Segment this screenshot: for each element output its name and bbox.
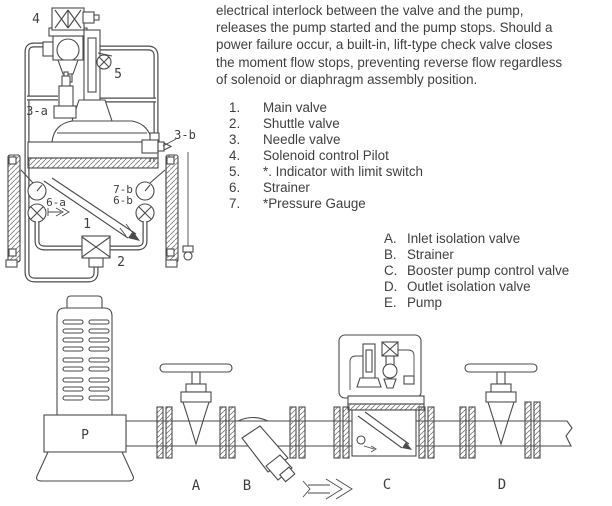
flow-arrow xyxy=(303,479,352,499)
piping-diagram xyxy=(0,290,612,506)
item-label: Inlet isolation valve xyxy=(407,231,521,246)
item-letter: E. xyxy=(384,295,397,310)
item-label: Main valve xyxy=(263,100,328,115)
list-item xyxy=(229,116,423,132)
label-pump: P xyxy=(81,428,89,443)
list-item xyxy=(384,231,569,247)
label-control-valve: C xyxy=(382,477,392,493)
label-inlet-valve: A xyxy=(191,478,201,494)
label-needle-b: 3-b xyxy=(174,128,196,142)
drain-line xyxy=(183,152,193,260)
label-strainer: B xyxy=(242,478,252,494)
item-number: 5. xyxy=(229,164,241,179)
left-strainer xyxy=(28,204,46,222)
paragraph-line: releases the pump started and the pump stops. Should a xyxy=(216,20,553,36)
item-letter: B. xyxy=(384,247,397,262)
item-label: *. Indicator with limit switch xyxy=(263,164,423,179)
item-label: Pump xyxy=(407,295,442,310)
list-item xyxy=(229,148,423,164)
label-shuttle-valve: 2 xyxy=(117,255,125,270)
list-item xyxy=(229,132,423,148)
pump xyxy=(37,296,134,481)
description-paragraph xyxy=(216,2,562,88)
flow-direction-icon xyxy=(48,208,69,216)
item-number: 4. xyxy=(229,148,241,163)
right-gauge xyxy=(136,170,165,200)
label-needle-a: 3-a xyxy=(26,104,48,118)
list-item xyxy=(229,180,423,196)
list-item xyxy=(229,100,423,116)
main-valve-diagram xyxy=(0,0,216,300)
paragraph-line: electrical interlock between the valve and the pump, xyxy=(216,3,524,18)
booster-pump-control-valve xyxy=(339,335,424,456)
item-label: Solenoid control Pilot xyxy=(263,148,389,163)
item-label: *Pressure Gauge xyxy=(263,196,366,211)
item-letter: C. xyxy=(384,263,398,278)
item-label: Strainer xyxy=(263,180,310,195)
item-label: Strainer xyxy=(407,247,454,262)
item-number: 6. xyxy=(229,180,241,195)
label-outlet-valve: D xyxy=(497,477,507,493)
item-number: 7. xyxy=(229,196,241,211)
right-strainer xyxy=(136,204,154,222)
list-item xyxy=(229,164,423,180)
label-gauge-b: 7-b xyxy=(113,183,133,196)
item-letter: A. xyxy=(384,231,397,246)
item-letter: D. xyxy=(384,279,398,294)
list-item xyxy=(229,196,423,212)
paragraph-line: power failure occur, a built-in, lift-type check valve closes xyxy=(216,37,553,53)
needle-valve-a xyxy=(54,72,76,118)
label-indicator: 5 xyxy=(114,67,122,82)
numbered-parts-list xyxy=(229,100,423,212)
label-main-valve: 1 xyxy=(83,217,91,232)
item-label: Booster pump control valve xyxy=(407,263,570,278)
paragraph-line: of solenoid or diaphragm assembly position. xyxy=(216,71,478,87)
shuttle-valve xyxy=(82,236,110,267)
label-strainer-b: 6-b xyxy=(113,194,133,207)
paragraph-line: the moment flow stops, preventing reverse flow regardless xyxy=(216,54,563,70)
label-strainer-a: 6-a xyxy=(46,196,66,209)
item-number: 2. xyxy=(229,116,241,131)
item-label: Shuttle valve xyxy=(263,116,340,131)
item-number: 1. xyxy=(229,100,241,115)
item-number: 3. xyxy=(229,132,241,147)
label-solenoid: 4 xyxy=(32,12,40,27)
item-label: Needle valve xyxy=(263,132,341,147)
list-item xyxy=(384,247,569,263)
list-item xyxy=(384,263,569,279)
item-label: Outlet isolation valve xyxy=(407,279,531,294)
